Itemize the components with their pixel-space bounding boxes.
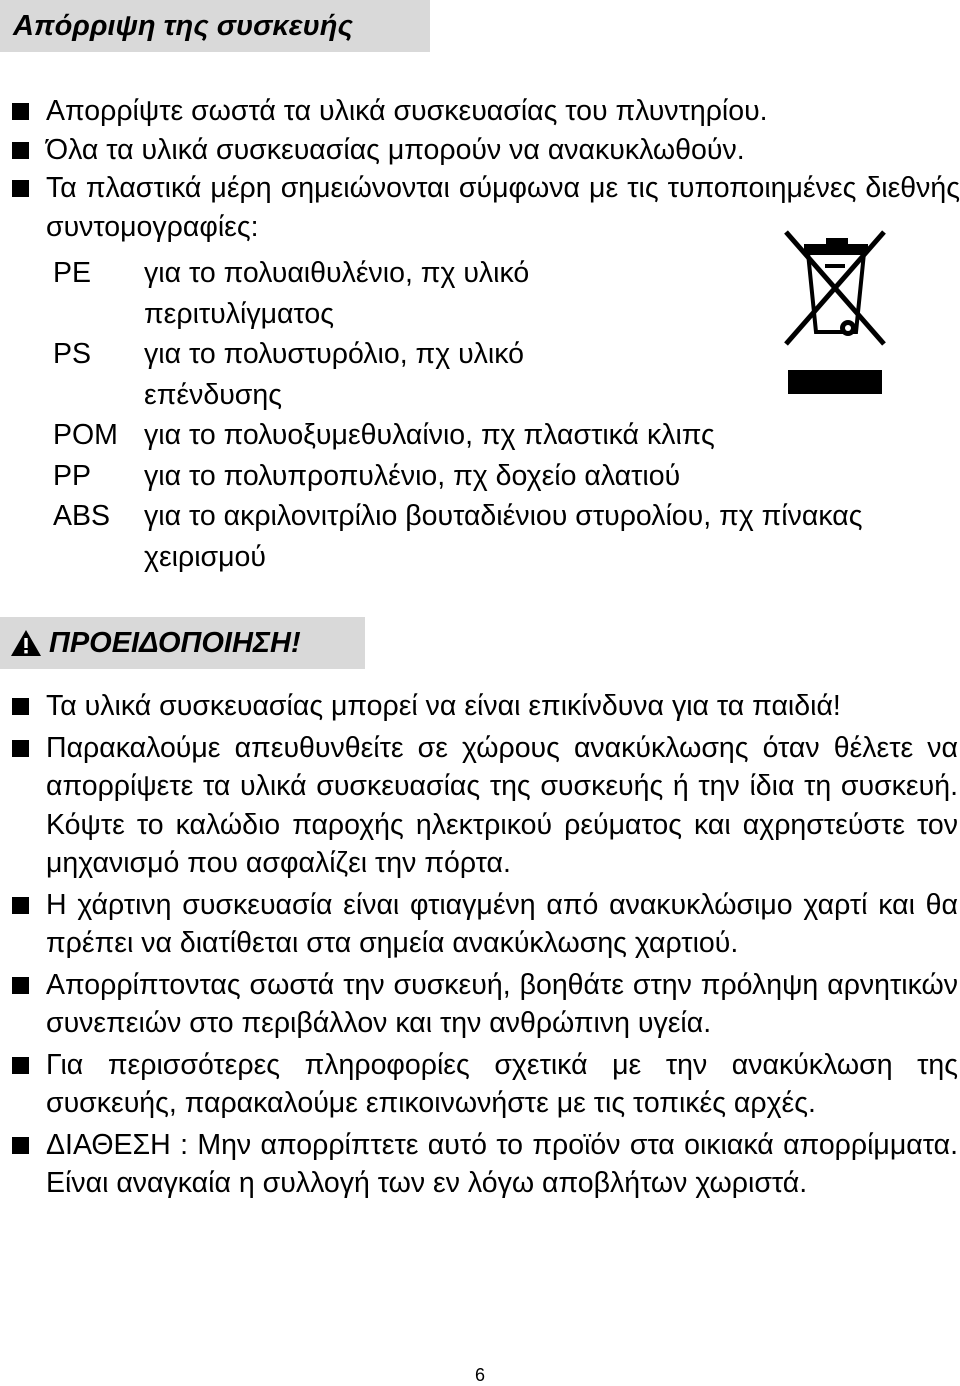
abbreviation-desc: για το πολυαιθυλένιο, πχ υλικό περιτυλίγματος bbox=[144, 257, 530, 330]
list-item-text: Η χάρτινη συσκευασία είναι φτιαγμένη από ανακυκλώσιμο χαρτί και θα πρέπει να διατίθεται στα σημεία ανακύκλωσης χαρτιού. bbox=[46, 888, 958, 959]
abbreviation-code: POM bbox=[53, 419, 118, 451]
list-item-text: ΔΙΑΘΕΣΗ : Μην απορρίπτετε αυτό το προϊόν στα οικιακά απορρίμματα. Είναι αναγκαία η συλλογή των εν λόγω αποβλήτων χωριστά. bbox=[46, 1128, 958, 1199]
warning-triangle-icon bbox=[9, 628, 43, 658]
square-bullet-icon bbox=[12, 698, 29, 715]
square-bullet-icon bbox=[12, 1137, 29, 1154]
abbreviation-row bbox=[53, 253, 874, 334]
abbreviation-code: PP bbox=[53, 459, 92, 492]
square-bullet-icon bbox=[12, 180, 29, 197]
list-item-text: Παρακαλούμε απευθυνθείτε σε χώρους ανακύκλωσης όταν θέλετε να απορρίψετε τα υλικά συσκευασίας της συσκευής ή την ίδια τη συσκευή. Κόψτε το καλώδιο παροχής ηλεκτρικού ρεύματος και αχρηστεύστε τον μηχανισμό που ασφαλίζει την πόρτα. bbox=[46, 731, 958, 879]
warning-list bbox=[0, 687, 958, 1203]
list-item bbox=[0, 729, 958, 883]
list-item bbox=[0, 1046, 958, 1123]
list-item bbox=[0, 886, 958, 963]
abbreviation-code: PE bbox=[53, 257, 92, 289]
list-item-text: Απορρίψτε σωστά τα υλικά συσκευασίας του πλυντηρίου. bbox=[46, 95, 768, 127]
list-item bbox=[0, 1126, 958, 1203]
abbreviation-desc: για το ακριλονιτρίλιο βουταδιένιου στυρολίου, πχ πίνακας χειρισμού bbox=[144, 500, 863, 573]
disposal-list bbox=[0, 92, 960, 246]
list-item-text: Τα υλικά συσκευασίας μπορεί να είναι επικίνδυνα για τα παιδιά! bbox=[46, 690, 841, 722]
list-item bbox=[0, 131, 960, 170]
page-number: 6 bbox=[474, 1365, 485, 1385]
square-bullet-icon bbox=[12, 103, 29, 120]
abbreviation-desc: για το πολυπροπυλένιο, πχ δοχείο αλατιού bbox=[144, 459, 681, 492]
abbreviation-code: ABS bbox=[53, 500, 111, 532]
warning-title: ΠΡΟΕΙΔΟΠΟΙΗΣΗ! bbox=[49, 626, 301, 659]
square-bullet-icon bbox=[12, 740, 29, 757]
abbreviation-desc: για το πολυοξυμεθυλαίνιο, πχ πλαστικά κλιπς bbox=[144, 419, 715, 451]
square-bullet-icon bbox=[12, 142, 29, 159]
abbreviation-code: PS bbox=[53, 338, 92, 370]
warning-heading bbox=[0, 617, 365, 669]
abbreviation-row bbox=[53, 415, 874, 456]
square-bullet-icon bbox=[12, 1057, 29, 1074]
square-bullet-icon bbox=[12, 977, 29, 994]
abbreviation-row bbox=[53, 496, 874, 577]
list-item-text: Απορρίπτοντας σωστά την συσκευή, βοηθάτε στην πρόληψη αρνητικών συνεπειών στο περιβάλλον και την ανθρώπινη υγεία. bbox=[46, 968, 958, 1039]
crossed-out-wheelie-bin-icon bbox=[782, 228, 888, 398]
square-bullet-icon bbox=[12, 897, 29, 914]
list-item bbox=[0, 687, 958, 726]
abbreviation-table bbox=[53, 253, 874, 577]
section-title: Απόρριψη της συσκευής bbox=[0, 0, 430, 52]
abbreviation-desc: για το πολυστυρόλιο, πχ υλικό επένδυσης bbox=[144, 338, 525, 411]
list-item-text: Τα πλαστικά μέρη σημειώνονται σύμφωνα με τις τυποποιημένες διεθνής συντομογραφίες: bbox=[46, 172, 960, 243]
abbreviation-row bbox=[53, 334, 874, 415]
abbreviation-row bbox=[53, 456, 874, 497]
list-item bbox=[0, 92, 960, 131]
list-item-text: Όλα τα υλικά συσκευασίας μπορούν να ανακυκλωθούν. bbox=[46, 133, 745, 166]
list-item bbox=[0, 966, 958, 1043]
list-item-text: Για περισσότερες πληροφορίες σχετικά με την ανακύκλωση της συσκευής, παρακαλούμε επικοινωνήστε με τις τοπικές αρχές. bbox=[46, 1048, 958, 1119]
